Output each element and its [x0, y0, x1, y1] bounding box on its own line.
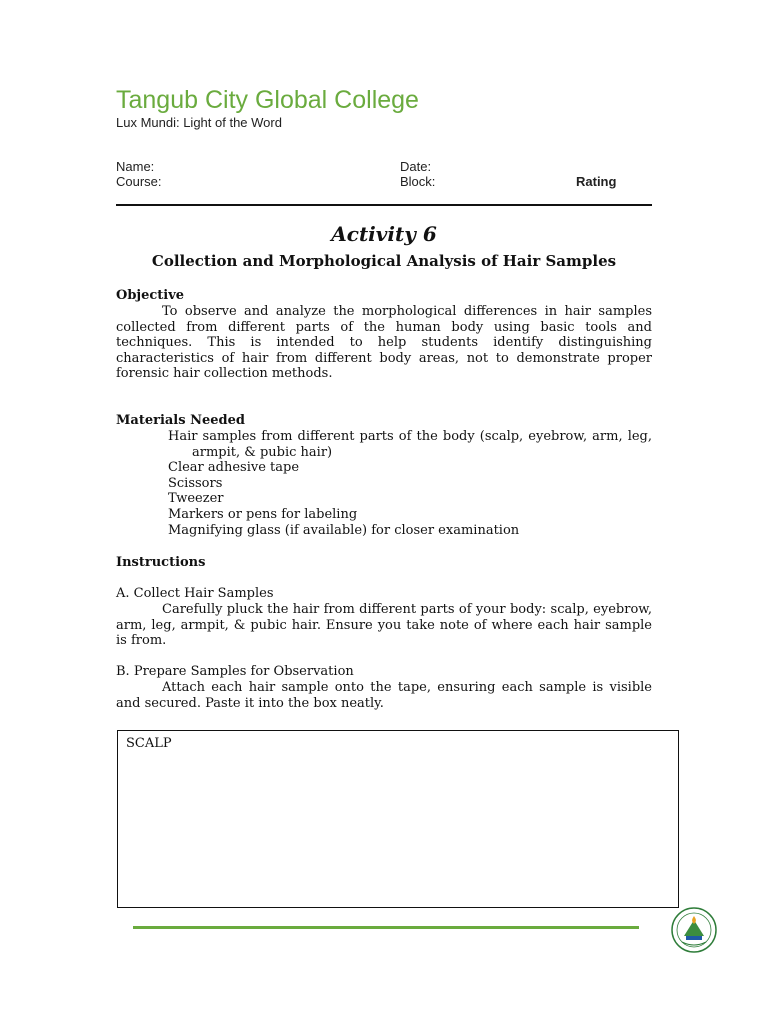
name-label: Name: [116, 159, 155, 174]
materials-item: Tweezer [168, 491, 224, 507]
college-seal-icon [670, 906, 718, 954]
activity-number: Activity 6 [331, 222, 437, 246]
materials-item: Scissors [168, 475, 223, 491]
activity-title: Collection and Morphological Analysis of Hair Samples [151, 252, 617, 270]
step-b-text: Attach each hair sample onto the tape, ensuring each sample is visible and secured. Paste it into the box neatly. [116, 680, 652, 711]
instructions-heading: Instructions [116, 555, 206, 570]
materials-item: Hair samples from different parts of the body (scalp, eyebrow, arm, leg, armpit, & pubic hair) [168, 429, 652, 460]
step-b-title: B. Prepare Samples for Observation [116, 664, 354, 679]
materials-heading: Materials Needed [116, 413, 245, 428]
footer-divider [133, 926, 639, 929]
materials-item: Clear adhesive tape [168, 460, 300, 476]
college-motto: Lux Mundi: Light of the Word [116, 115, 282, 130]
header-divider [116, 204, 652, 206]
materials-item: Markers or pens for labeling [168, 506, 358, 522]
course-label: Course: [116, 174, 162, 189]
materials-list [168, 429, 652, 538]
objective-text: To observe and analyze the morphological differences in hair samples collected from different parts of the human body using basic tools and techniques. This is intended to help students identify distinguishing characteristics of hair from different body areas, not to demonstrate proper forensic hair collection methods. [116, 304, 652, 382]
block-label: Block: [400, 174, 436, 189]
date-label: Date: [400, 159, 432, 174]
college-name: Tangub City Global College [116, 86, 419, 114]
step-a-text: Carefully pluck the hair from different parts of your body: scalp, eyebrow, arm, leg, armpit, & pubic hair. Ensure you take note of where each hair sample is from. [116, 602, 652, 649]
sample-box-label: SCALP [126, 736, 172, 751]
step-a-title: A. Collect Hair Samples [116, 586, 274, 601]
materials-item: Magnifying glass (if available) for closer examination [168, 522, 520, 538]
rating-label: Rating [576, 174, 617, 189]
scalp-sample-box [117, 730, 679, 908]
objective-heading: Objective [116, 288, 185, 303]
